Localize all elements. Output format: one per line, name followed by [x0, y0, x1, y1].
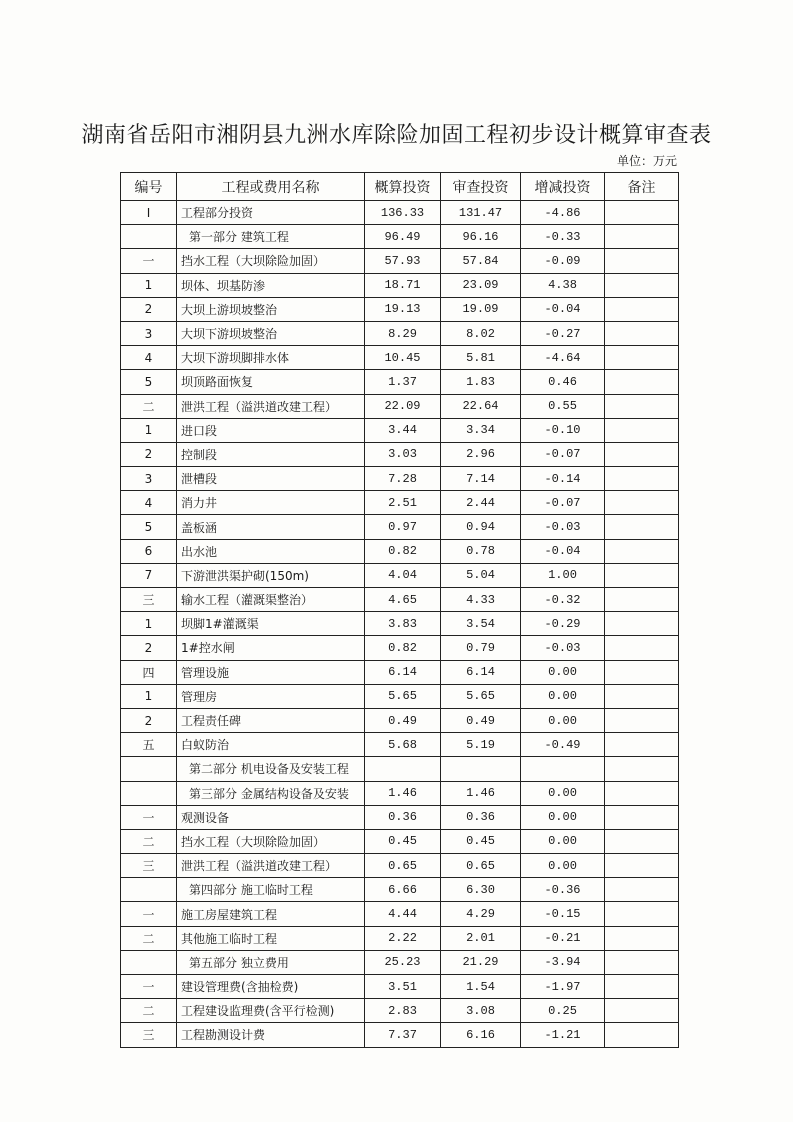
cell-change: -1.21 — [521, 1023, 605, 1047]
cell-review: 0.79 — [441, 636, 521, 660]
cell-note — [605, 491, 679, 515]
cell-no: 三 — [121, 854, 177, 878]
cell-review: 23.09 — [441, 273, 521, 297]
cell-review: 5.65 — [441, 684, 521, 708]
cell-review: 21.29 — [441, 950, 521, 974]
table-row — [121, 660, 679, 684]
cell-estimate: 2.51 — [365, 491, 441, 515]
cell-no — [121, 757, 177, 781]
cell-review: 0.45 — [441, 829, 521, 853]
table-row — [121, 394, 679, 418]
cell-change: -4.86 — [521, 201, 605, 225]
cell-note — [605, 829, 679, 853]
cell-estimate: 4.65 — [365, 588, 441, 612]
cell-change: -0.33 — [521, 225, 605, 249]
cell-change: 0.00 — [521, 708, 605, 732]
cell-review: 96.16 — [441, 225, 521, 249]
cell-no: 4 — [121, 491, 177, 515]
cell-no: 5 — [121, 370, 177, 394]
cell-change: -0.14 — [521, 467, 605, 491]
cell-name: 坝体、坝基防渗 — [177, 273, 365, 297]
cell-estimate: 7.28 — [365, 467, 441, 491]
cell-estimate: 4.44 — [365, 902, 441, 926]
header-no: 编号 — [121, 173, 177, 201]
table-row — [121, 950, 679, 974]
cell-name: 大坝下游坝坡整治 — [177, 321, 365, 345]
table-row — [121, 902, 679, 926]
cell-name: 挡水工程（大坝除险加固） — [177, 249, 365, 273]
table-row — [121, 273, 679, 297]
header-review: 审查投资 — [441, 173, 521, 201]
table-row — [121, 297, 679, 321]
cell-estimate: 4.04 — [365, 563, 441, 587]
cell-no: 2 — [121, 442, 177, 466]
cell-note — [605, 902, 679, 926]
cell-no: 一 — [121, 902, 177, 926]
cell-review: 4.33 — [441, 588, 521, 612]
cell-review: 6.30 — [441, 878, 521, 902]
cell-note — [605, 467, 679, 491]
table-row — [121, 249, 679, 273]
table-row — [121, 321, 679, 345]
cell-no: Ⅰ — [121, 201, 177, 225]
cell-estimate: 2.83 — [365, 999, 441, 1023]
cell-review: 5.81 — [441, 346, 521, 370]
cell-name: 控制段 — [177, 442, 365, 466]
cell-change: 4.38 — [521, 273, 605, 297]
table-row — [121, 370, 679, 394]
cell-estimate: 3.83 — [365, 612, 441, 636]
cell-estimate: 1.37 — [365, 370, 441, 394]
cell-no: 4 — [121, 346, 177, 370]
cell-change: -0.36 — [521, 878, 605, 902]
cell-change: -1.97 — [521, 975, 605, 999]
cell-name: 管理设施 — [177, 660, 365, 684]
cell-change: -4.64 — [521, 346, 605, 370]
header-name: 工程或费用名称 — [177, 173, 365, 201]
cell-note — [605, 636, 679, 660]
cell-name: 进口段 — [177, 418, 365, 442]
cell-change — [521, 757, 605, 781]
cell-change: -0.03 — [521, 636, 605, 660]
cell-estimate: 136.33 — [365, 201, 441, 225]
cell-name: 出水池 — [177, 539, 365, 563]
cell-estimate: 2.22 — [365, 926, 441, 950]
cell-note — [605, 442, 679, 466]
cell-estimate: 0.82 — [365, 539, 441, 563]
cell-change: -0.03 — [521, 515, 605, 539]
header-change: 增减投资 — [521, 173, 605, 201]
cell-note — [605, 975, 679, 999]
table-row — [121, 684, 679, 708]
cell-estimate: 7.37 — [365, 1023, 441, 1047]
cell-note — [605, 950, 679, 974]
cell-change: -0.49 — [521, 733, 605, 757]
document-title: 湖南省岳阳市湘阴县九洲水库除险加固工程初步设计概算审查表 — [81, 123, 712, 148]
cell-note — [605, 346, 679, 370]
cell-review: 6.14 — [441, 660, 521, 684]
cell-review: 7.14 — [441, 467, 521, 491]
cell-no: 1 — [121, 612, 177, 636]
cell-estimate — [365, 757, 441, 781]
cell-no: 1 — [121, 684, 177, 708]
cell-note — [605, 999, 679, 1023]
cell-no: 6 — [121, 539, 177, 563]
cell-name: 坝顶路面恢复 — [177, 370, 365, 394]
cell-change: -0.07 — [521, 442, 605, 466]
cell-review: 2.96 — [441, 442, 521, 466]
cell-review: 0.65 — [441, 854, 521, 878]
cell-estimate: 5.68 — [365, 733, 441, 757]
cell-estimate: 10.45 — [365, 346, 441, 370]
cell-note — [605, 225, 679, 249]
table-row — [121, 708, 679, 732]
table-row — [121, 515, 679, 539]
cell-note — [605, 708, 679, 732]
cell-name: 下游泄洪渠护砌(150m) — [177, 563, 365, 587]
cell-name: 第五部分 独立费用 — [177, 950, 365, 974]
cell-review: 3.54 — [441, 612, 521, 636]
cell-review: 0.49 — [441, 708, 521, 732]
cell-estimate: 0.65 — [365, 854, 441, 878]
cell-estimate: 18.71 — [365, 273, 441, 297]
cell-review: 57.84 — [441, 249, 521, 273]
cell-review: 1.46 — [441, 781, 521, 805]
cell-estimate: 3.44 — [365, 418, 441, 442]
cell-review: 2.44 — [441, 491, 521, 515]
cell-note — [605, 926, 679, 950]
cell-change: -0.07 — [521, 491, 605, 515]
cell-estimate: 57.93 — [365, 249, 441, 273]
cell-change: -0.04 — [521, 297, 605, 321]
cell-no: 2 — [121, 708, 177, 732]
cell-estimate: 1.46 — [365, 781, 441, 805]
cell-note — [605, 588, 679, 612]
cell-change: -0.32 — [521, 588, 605, 612]
cell-name: 管理房 — [177, 684, 365, 708]
table-row — [121, 926, 679, 950]
table-row — [121, 975, 679, 999]
cell-change: 0.25 — [521, 999, 605, 1023]
cell-change: -0.27 — [521, 321, 605, 345]
cell-review: 1.83 — [441, 370, 521, 394]
cell-change: 0.00 — [521, 805, 605, 829]
cell-change: -0.04 — [521, 539, 605, 563]
table-row — [121, 829, 679, 853]
cell-note — [605, 878, 679, 902]
table-row — [121, 346, 679, 370]
cell-name: 第四部分 施工临时工程 — [177, 878, 365, 902]
cell-name: 坝脚1#灌溉渠 — [177, 612, 365, 636]
cell-note — [605, 1023, 679, 1047]
cell-note — [605, 733, 679, 757]
cell-no: 1 — [121, 273, 177, 297]
cell-no: 二 — [121, 829, 177, 853]
cell-estimate: 5.65 — [365, 684, 441, 708]
cell-review: 0.78 — [441, 539, 521, 563]
cell-estimate: 96.49 — [365, 225, 441, 249]
table-row — [121, 539, 679, 563]
table-header-row — [121, 173, 679, 201]
cell-estimate: 3.03 — [365, 442, 441, 466]
cell-note — [605, 781, 679, 805]
header-note: 备注 — [605, 173, 679, 201]
cell-estimate: 22.09 — [365, 394, 441, 418]
cell-estimate: 0.82 — [365, 636, 441, 660]
cell-review: 0.94 — [441, 515, 521, 539]
cell-note — [605, 805, 679, 829]
cell-name: 泄洪工程（溢洪道改建工程） — [177, 854, 365, 878]
cell-name: 盖板涵 — [177, 515, 365, 539]
unit-label: 单位：万元 — [616, 154, 677, 168]
cell-no: 二 — [121, 926, 177, 950]
cell-review: 5.04 — [441, 563, 521, 587]
cell-name: 消力井 — [177, 491, 365, 515]
cell-no — [121, 781, 177, 805]
cell-change: 0.00 — [521, 829, 605, 853]
cell-no: 五 — [121, 733, 177, 757]
cell-no: 7 — [121, 563, 177, 587]
cell-no: 二 — [121, 394, 177, 418]
cell-name: 大坝下游坝脚排水体 — [177, 346, 365, 370]
table-row — [121, 999, 679, 1023]
cell-note — [605, 394, 679, 418]
cell-review: 0.36 — [441, 805, 521, 829]
cell-estimate: 0.36 — [365, 805, 441, 829]
cell-note — [605, 249, 679, 273]
cell-change: 0.00 — [521, 854, 605, 878]
cell-estimate: 6.14 — [365, 660, 441, 684]
cell-change: -0.15 — [521, 902, 605, 926]
cell-change: 0.00 — [521, 660, 605, 684]
table-row — [121, 757, 679, 781]
cell-no — [121, 225, 177, 249]
table-row — [121, 781, 679, 805]
cell-estimate: 0.49 — [365, 708, 441, 732]
cell-no — [121, 950, 177, 974]
cell-note — [605, 612, 679, 636]
cell-name: 第三部分 金属结构设备及安装 — [177, 781, 365, 805]
cell-change: 0.00 — [521, 781, 605, 805]
cell-review — [441, 757, 521, 781]
cell-change: -0.10 — [521, 418, 605, 442]
cell-no: 1 — [121, 418, 177, 442]
cell-no: 一 — [121, 975, 177, 999]
table-row — [121, 805, 679, 829]
table-row — [121, 442, 679, 466]
cell-no: 一 — [121, 249, 177, 273]
cell-name: 输水工程（灌溉渠整治） — [177, 588, 365, 612]
table-row — [121, 418, 679, 442]
cell-review: 4.29 — [441, 902, 521, 926]
cell-change: -0.21 — [521, 926, 605, 950]
table-row — [121, 878, 679, 902]
table-row — [121, 1023, 679, 1047]
cell-name: 工程建设监理费(含平行检测) — [177, 999, 365, 1023]
cell-name: 其他施工临时工程 — [177, 926, 365, 950]
cell-note — [605, 297, 679, 321]
cell-change: 0.00 — [521, 684, 605, 708]
cell-review: 131.47 — [441, 201, 521, 225]
cell-change: -0.29 — [521, 612, 605, 636]
cell-note — [605, 684, 679, 708]
cell-name: 挡水工程（大坝除险加固） — [177, 829, 365, 853]
cell-note — [605, 370, 679, 394]
cell-estimate: 3.51 — [365, 975, 441, 999]
cell-name: 1#控水闸 — [177, 636, 365, 660]
cell-no — [121, 878, 177, 902]
budget-review-table — [120, 172, 679, 1048]
cell-estimate: 6.66 — [365, 878, 441, 902]
cell-review: 1.54 — [441, 975, 521, 999]
cell-no: 5 — [121, 515, 177, 539]
cell-change: 0.46 — [521, 370, 605, 394]
cell-name: 第一部分 建筑工程 — [177, 225, 365, 249]
cell-estimate: 0.45 — [365, 829, 441, 853]
cell-note — [605, 201, 679, 225]
table-row — [121, 588, 679, 612]
table-row — [121, 612, 679, 636]
cell-name: 泄洪工程（溢洪道改建工程） — [177, 394, 365, 418]
cell-no: 2 — [121, 636, 177, 660]
cell-no: 三 — [121, 1023, 177, 1047]
cell-estimate: 25.23 — [365, 950, 441, 974]
cell-review: 3.34 — [441, 418, 521, 442]
cell-no: 3 — [121, 321, 177, 345]
table-row — [121, 491, 679, 515]
cell-review: 6.16 — [441, 1023, 521, 1047]
cell-no: 一 — [121, 805, 177, 829]
cell-review: 3.08 — [441, 999, 521, 1023]
cell-note — [605, 273, 679, 297]
cell-name: 施工房屋建筑工程 — [177, 902, 365, 926]
cell-estimate: 8.29 — [365, 321, 441, 345]
cell-name: 观测设备 — [177, 805, 365, 829]
cell-no: 2 — [121, 297, 177, 321]
cell-no: 三 — [121, 588, 177, 612]
cell-name: 建设管理费(含抽检费) — [177, 975, 365, 999]
cell-no: 二 — [121, 999, 177, 1023]
cell-estimate: 0.97 — [365, 515, 441, 539]
cell-review: 22.64 — [441, 394, 521, 418]
cell-no: 四 — [121, 660, 177, 684]
cell-review: 5.19 — [441, 733, 521, 757]
table-row — [121, 467, 679, 491]
cell-review: 2.01 — [441, 926, 521, 950]
cell-note — [605, 660, 679, 684]
cell-estimate: 19.13 — [365, 297, 441, 321]
cell-name: 泄槽段 — [177, 467, 365, 491]
cell-change: 0.55 — [521, 394, 605, 418]
cell-name: 工程勘测设计费 — [177, 1023, 365, 1047]
cell-name: 工程责任碑 — [177, 708, 365, 732]
cell-change: 1.00 — [521, 563, 605, 587]
cell-change: -3.94 — [521, 950, 605, 974]
table-row — [121, 563, 679, 587]
cell-note — [605, 854, 679, 878]
cell-name: 工程部分投资 — [177, 201, 365, 225]
cell-note — [605, 321, 679, 345]
cell-note — [605, 515, 679, 539]
header-estimate: 概算投资 — [365, 173, 441, 201]
cell-note — [605, 757, 679, 781]
cell-review: 19.09 — [441, 297, 521, 321]
cell-review: 8.02 — [441, 321, 521, 345]
table-row — [121, 733, 679, 757]
cell-no: 3 — [121, 467, 177, 491]
table-row — [121, 201, 679, 225]
cell-note — [605, 563, 679, 587]
table-row — [121, 225, 679, 249]
cell-name: 第二部分 机电设备及安装工程 — [177, 757, 365, 781]
table-row — [121, 636, 679, 660]
cell-name: 白蚁防治 — [177, 733, 365, 757]
cell-note — [605, 539, 679, 563]
cell-name: 大坝上游坝坡整治 — [177, 297, 365, 321]
cell-change: -0.09 — [521, 249, 605, 273]
table-row — [121, 854, 679, 878]
cell-note — [605, 418, 679, 442]
